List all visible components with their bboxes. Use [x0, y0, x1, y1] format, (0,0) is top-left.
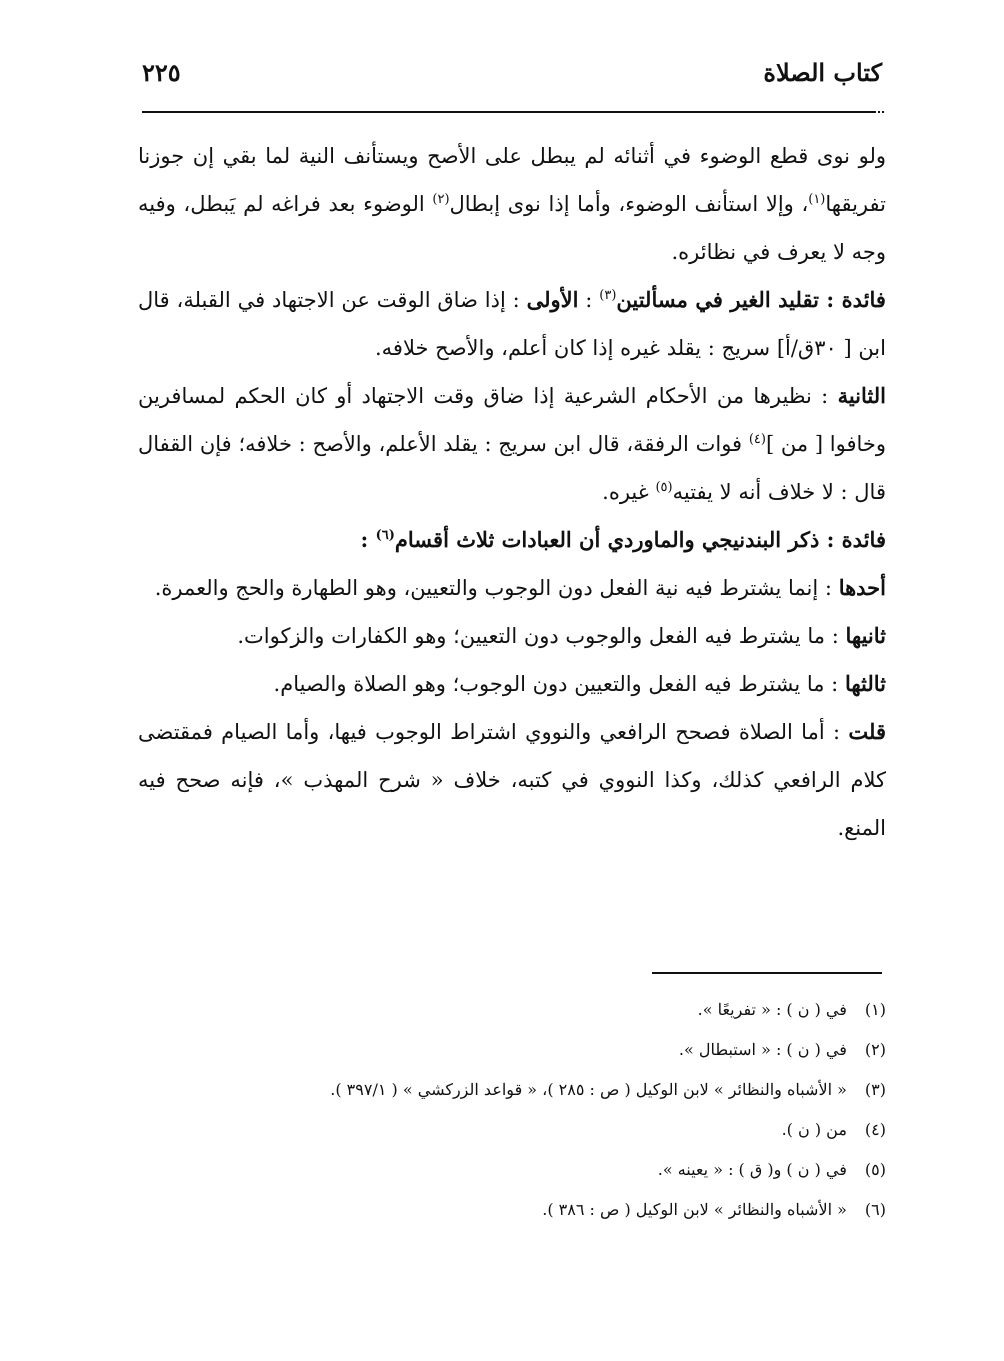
footnote-ref-5: (٥): [655, 480, 673, 495]
p4-lead: فائدة : ذكر البندنيجي والماوردي أن العبادات ثلاث أقسام: [394, 527, 886, 552]
page-number: ٢٢٥: [142, 58, 181, 87]
footnote-text: « الأشباه والنظائر » لابن الوكيل ( ص : ٣٨٦ ).: [542, 1200, 847, 1219]
p8-lead: قلت: [848, 719, 886, 744]
paragraph-1: [138, 132, 886, 276]
footnote-number: (٥): [864, 1160, 886, 1179]
p5-lead: أحدها: [838, 575, 886, 600]
footnote-number: (٣): [864, 1080, 886, 1099]
p7-text: : ما يشترط فيه الفعل والتعيين دون الوجوب؛ وهو الصلاة والصيام.: [273, 672, 839, 696]
footnote-2: [160, 1030, 886, 1070]
footnote-3: [160, 1070, 886, 1110]
p8-text: : أما الصلاة فصحح الرافعي والنووي اشتراط الوجوب فيها، وأما الصيام فمقتضى كلام الرافعي كذلك، وكذا النووي في كتبه، خلاف « شرح المهذب »، فإنه صحح فيه المنع.: [138, 720, 886, 840]
footnote-separator: [652, 972, 882, 974]
main-text: [138, 132, 886, 852]
p5-text: : إنما يشترط فيه نية الفعل دون الوجوب والتعيين، وهو الطهارة والحج والعمرة.: [154, 576, 832, 600]
footnote-ref-1: (١): [808, 192, 826, 207]
p3-text-c: غيره.: [602, 480, 649, 504]
p7-lead: ثالثها: [844, 671, 886, 696]
footnote-ref-4: (٤): [748, 432, 766, 447]
p2-sep: :: [578, 288, 600, 312]
p2-lead: فائدة : تقليد الغير في مسألتين: [616, 287, 886, 312]
chapter-title: كتاب الصلاة: [763, 58, 882, 87]
footnote-number: (١): [864, 1000, 886, 1019]
footnotes: [160, 990, 886, 1230]
footnote-5: [160, 1150, 886, 1190]
header-rule: [142, 111, 875, 113]
footnote-number: (٤): [864, 1120, 886, 1139]
p2-first: الأولى: [526, 287, 579, 312]
paragraph-4: [138, 516, 886, 564]
p3-text-b: فوات الرفقة، قال ابن سريج : يقلد الأعلم، والأصح : خلافه؛ فإن القفال قال : لا خلاف أنه لا يفتيه: [138, 432, 886, 504]
paragraph-7: [138, 660, 886, 708]
p1-text-b: ، وإلا استأنف الوضوء، وأما إذا نوى إبطال: [449, 192, 809, 216]
p6-text: : ما يشترط فيه الفعل والوجوب دون التعيين؛ وهو الكفارات والزكوات.: [237, 624, 839, 648]
footnote-1: [160, 990, 886, 1030]
footnote-6: [160, 1190, 886, 1230]
running-header: [142, 58, 882, 108]
paragraph-8: [138, 708, 886, 852]
p3-text-a: : نظيرها من الأحكام الشرعية إذا ضاق وقت الاجتهاد أو كان الحكم لمسافرين وخافوا [ من ]: [138, 384, 887, 456]
footnote-text: « الأشباه والنظائر » لابن الوكيل ( ص : ٢٨٥ )، « قواعد الزركشي » ( ٣٩٧/١ ).: [330, 1080, 847, 1099]
p2-text: : إذا ضاق الوقت عن الاجتهاد في القبلة، قال ابن [ ٣٠ق/أ] سريج : يقلد غيره إذا كان أعلم، والأصح خلافه.: [138, 288, 886, 360]
paragraph-6: [138, 612, 886, 660]
paragraph-5: [138, 564, 886, 612]
header-rule-dots: [870, 111, 884, 113]
footnote-text: في ( ن ) : « تفريعًا ».: [697, 1000, 847, 1019]
p6-lead: ثانيها: [845, 623, 886, 648]
p1-text-c: الوضوء بعد فراغه لم يَبطل، وفيه وجه لا يعرف في نظائره.: [138, 192, 886, 264]
footnote-ref-2: (٢): [432, 192, 450, 207]
paragraph-2: [138, 276, 886, 372]
footnote-text: في ( ن ) : « استبطال ».: [678, 1040, 847, 1059]
paragraph-3: [138, 372, 886, 516]
footnote-4: [160, 1110, 886, 1150]
footnote-number: (٢): [864, 1040, 886, 1059]
p1-text-a: ولو نوى قطع الوضوء في أثنائه لم يبطل على الأصح ويستأنف النية لما بقي إن جوزنا تفريقها: [138, 144, 886, 216]
p4-tail: :: [360, 527, 376, 552]
footnote-text: في ( ن ) و( ق ) : « يعينه ».: [657, 1160, 847, 1179]
footnote-ref-3: (٣): [599, 288, 617, 303]
p3-lead: الثانية: [837, 383, 886, 408]
footnote-number: (٦): [864, 1200, 886, 1219]
footnote-text: من ( ن ).: [781, 1120, 847, 1139]
footnote-ref-6: (٦): [375, 528, 395, 543]
